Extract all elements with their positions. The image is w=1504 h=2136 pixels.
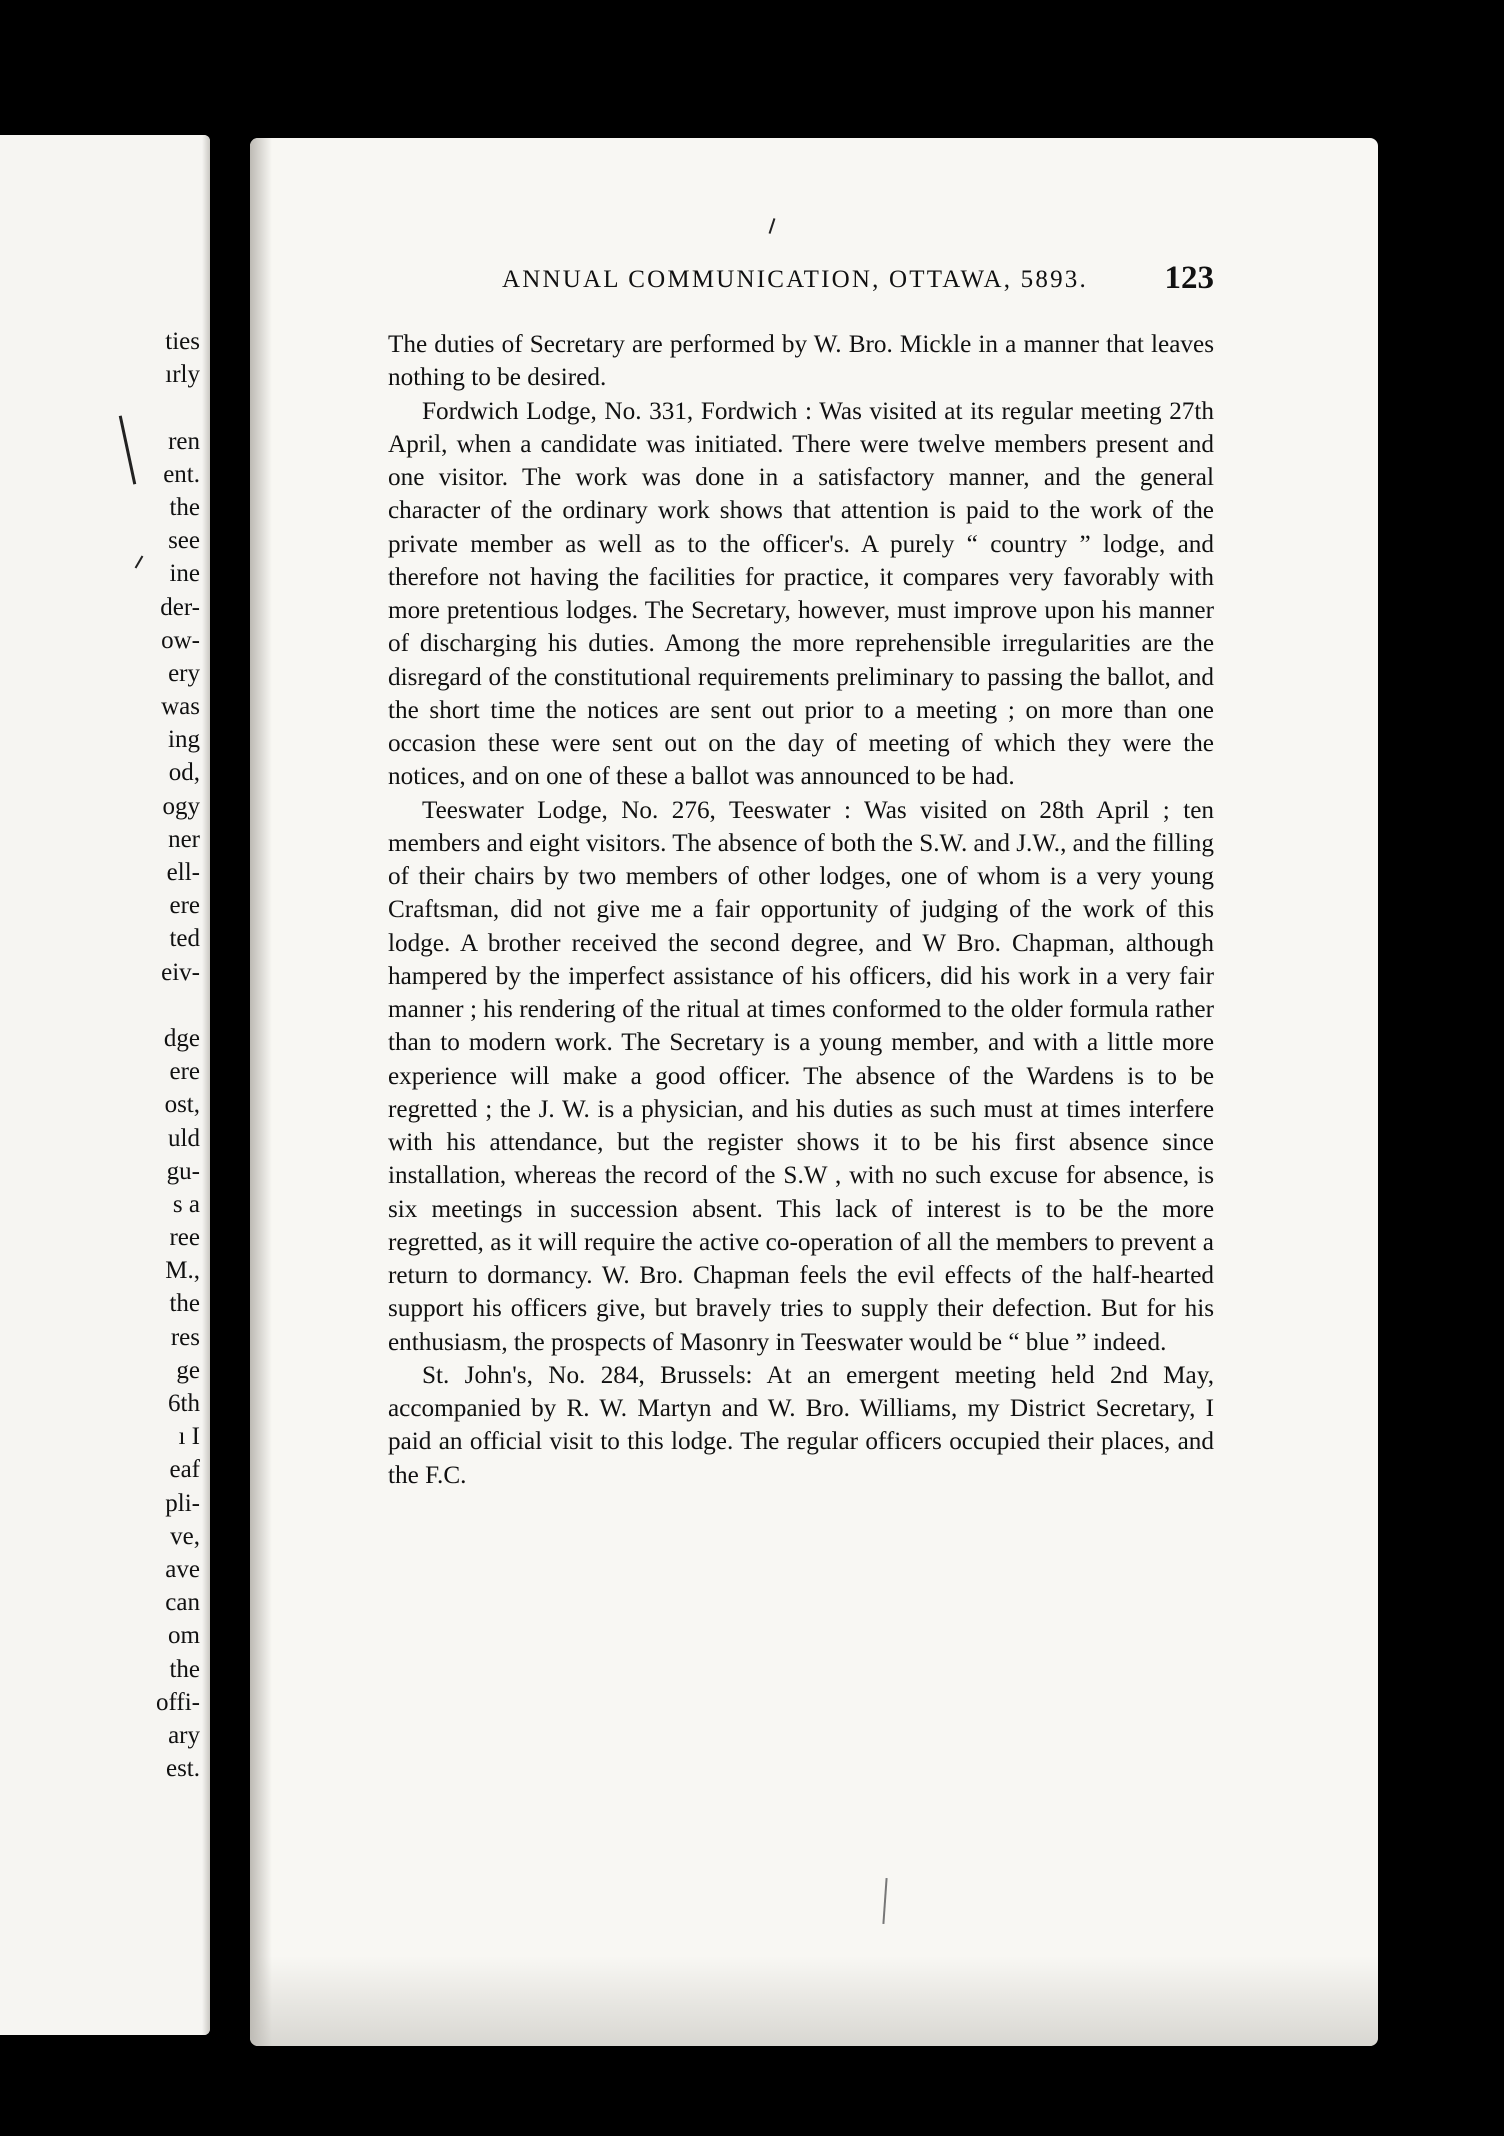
- previous-page-line: pli-: [165, 1489, 200, 1517]
- previous-page-text: [0, 325, 200, 1785]
- running-title: ANNUAL COMMUNICATION, OTTAWA, 5893.: [502, 266, 1088, 293]
- previous-page-line: ırly: [165, 361, 200, 389]
- previous-page-line: dge: [163, 1024, 200, 1052]
- previous-page-line: ı I: [178, 1423, 200, 1451]
- running-header: [250, 260, 1214, 304]
- previous-page-line: ell-: [166, 859, 200, 886]
- previous-page-line: 6th: [168, 1390, 200, 1417]
- previous-page-line: ow-: [161, 626, 200, 654]
- stray-mark: [882, 1878, 887, 1924]
- previous-page-line: ties: [165, 328, 200, 355]
- previous-page-line: can: [165, 1589, 200, 1617]
- previous-page-line: s a: [172, 1190, 200, 1218]
- previous-page-line: ere: [169, 892, 200, 920]
- previous-page-line: was: [161, 693, 200, 721]
- previous-page-line: [0, 989, 200, 1022]
- paragraph: Teeswater Lodge, No. 276, Teeswater : Was visited on 28th April ; ten members and eight visitors. The absence of both the S.W. and J.W., and the filling of their chairs by two members of other lodges, one of whom is a very young Craftsman, did not give me a fair opportunity of judging of the work of this lodge. A brother received the second degree, and W Bro. Chapman, although hampered by the imperfect assistance of his officers, did his work in a very fair manner ; his rendering of the ritual at times conformed to the older formula rather than to modern work. The Secretary is a young member, and with a little more experience will make a good officer. The absence of the Wardens is to be regretted ; the J. W. is a physician, and his duties as such must at times interfere with his attendance, but the register shows it to be his first absence since installation, whereas the record of the S.W , with no such excuse for absence, is six meetings in succession absent. This lack of interest is to be the more regretted, as it will require the active co-operation of all the members to prevent a return to dormancy. W. Bro. Chapman feels the evil effects of the half-hearted support his officers give, but bravely tries to supply their defection. But for his enthusiasm, the prospects of Masonry in Teeswater would be “ blue ” indeed.: [388, 796, 1214, 1356]
- previous-page-line: ere: [169, 1058, 200, 1086]
- page-bottom-shadow: [250, 1956, 1378, 2046]
- paragraph: Fordwich Lodge, No. 331, Fordwich : Was visited at its regular meeting 27th April, when a candidate was initiated. There were twelve members present and one visitor. The work was done in a satisfactory manner, and the general character of the ordinary work shows that attention is paid to the work of the private member as well as to the officer's. A purely “ country ” lodge, and therefore not having the facilities for practice, it compares very favorably with more pretentious lodges. The Secretary, however, must improve upon his manner of discharging his duties. Among the more reprehensible irregularities are the disregard of the constitutional requirements preliminary to passing the ballot, and the short time the notices are sent out prior to a meeting ; on more than one occasion these were sent out on the day of meeting of which they were the notices, and on one of these a ballot was announced to be had.: [388, 397, 1214, 791]
- paragraph: The duties of Secretary are performed by W. Bro. Mickle in a manner that leaves nothing to be desired.: [388, 331, 1214, 392]
- previous-page-line: eaf: [169, 1456, 200, 1484]
- previous-page-line: M.,: [165, 1257, 200, 1285]
- previous-page-line: ery: [168, 659, 200, 687]
- previous-page-line: see: [168, 527, 200, 555]
- previous-page-line: om: [168, 1622, 200, 1650]
- stray-mark: [769, 218, 776, 234]
- previous-page-line: ary: [168, 1721, 200, 1749]
- previous-page-line: res: [170, 1323, 200, 1351]
- previous-page-line: ree: [169, 1224, 200, 1252]
- previous-page-line: ine: [169, 560, 200, 588]
- previous-page-line: eiv-: [161, 958, 200, 986]
- previous-page-line: ing: [168, 726, 200, 754]
- page-fold-shadow: [202, 135, 210, 2035]
- body-text: [388, 328, 1214, 1492]
- previous-page-line: ge: [176, 1356, 200, 1384]
- previous-page-edge: [0, 135, 210, 2035]
- previous-page-line: der-: [160, 593, 200, 621]
- previous-page-line: [0, 391, 200, 424]
- previous-page-line: ren: [168, 427, 200, 455]
- previous-page-line: ent.: [163, 460, 200, 488]
- previous-page-line: ogy: [162, 792, 200, 820]
- book-page: [250, 138, 1378, 2046]
- book-gutter: [210, 0, 250, 2136]
- previous-page-line: ost,: [164, 1091, 200, 1119]
- previous-page-line: gu-: [166, 1157, 200, 1185]
- previous-page-line: ave: [165, 1555, 200, 1583]
- previous-page-line: od,: [168, 759, 200, 787]
- previous-page-line: the: [169, 1290, 200, 1318]
- previous-page-line: offi-: [156, 1688, 200, 1716]
- previous-page-line: the: [169, 493, 200, 521]
- previous-page-line: the: [169, 1655, 200, 1683]
- page-spine-shadow: [250, 138, 272, 2046]
- previous-page-line: ted: [169, 925, 200, 953]
- previous-page-line: est.: [165, 1755, 200, 1783]
- previous-page-line: uld: [168, 1124, 200, 1152]
- previous-page-line: ner: [168, 825, 200, 853]
- page-number: 123: [1164, 260, 1214, 296]
- previous-page-line: ve,: [170, 1522, 200, 1550]
- paragraph: St. John's, No. 284, Brussels: At an emergent meeting held 2nd May, accompanied by R. W. Martyn and W. Bro. Williams, my District Secretary, I paid an official visit to this lodge. The regular officers occupied their places, and the F.C.: [388, 1361, 1214, 1489]
